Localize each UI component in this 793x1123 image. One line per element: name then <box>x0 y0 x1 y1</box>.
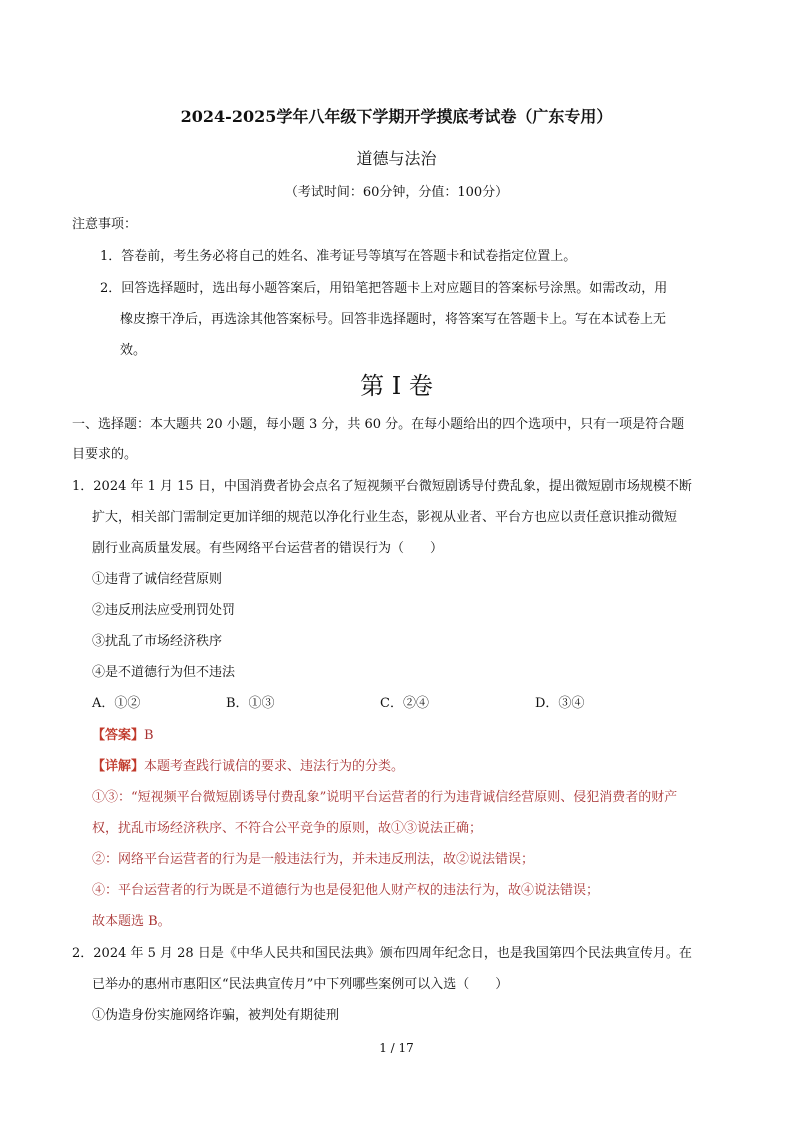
q1-conclusion: 故本题选 B。 <box>92 914 171 929</box>
q1-statement-2: ②违反刑法应受刑罚处罚 <box>92 603 236 618</box>
q1-explanation-1-line-2: 权，扰乱市场经济秩序、不符合公平竞争的原则，故①③说法正确； <box>92 821 483 836</box>
q1-option-b: B．①③ <box>226 696 275 711</box>
page-number: 1 / 17 <box>379 1041 414 1055</box>
q2-statement-1: ①伪造身份实施网络诈骗，被判处有期徒刑 <box>92 1008 340 1023</box>
detail-tag: 【详解】 <box>92 759 145 774</box>
answer-tag: 【答案】 <box>92 728 145 743</box>
note-item-1: 1．答卷前，考生务必将自己的姓名、准考证号等填写在答题卡和试卷指定位置上。 <box>100 249 577 264</box>
exam-info: （考试时间：60分钟，分值：100分） <box>284 185 509 200</box>
exam-title: 2024-2025学年八年级下学期开学摸底考试卷（广东专用） <box>180 107 613 126</box>
q2-stem-line-2: 已举办的惠州市惠阳区“民法典宣传月”中下列哪些案例可以入选（ ） <box>92 977 509 992</box>
q1-option-a: A．①② <box>92 696 141 711</box>
q1-explanation-3: ④：平台运营者的行为既是不道德行为也是侵犯他人财产权的违法行为，故④说法错误； <box>92 883 600 898</box>
q1-stem-line-1: 1．2024 年 1 月 15 日，中国消费者协会点名了短视频平台微短剧诱导付费乱象，提出微短剧市场规模不断 <box>72 479 692 494</box>
q1-statement-3: ③扰乱了市场经济秩序 <box>92 634 223 649</box>
q1-stem-line-2: 扩大，相关部门需制定更加详细的规范以净化行业生态，影视从业者、平台方也应以责任意识推动微短 <box>92 510 678 525</box>
q1-statement-1: ①违背了诚信经营原则 <box>92 572 223 587</box>
answer-value: B <box>144 728 154 743</box>
q1-stem-line-3: 剧行业高质量发展。有些网络平台运营者的错误行为（ ） <box>92 541 444 556</box>
note-item-2-line-2: 橡皮擦干净后，再选涂其他答案标号。回答非选择题时，将答案写在答题卡上。写在本试卷上无 <box>120 312 667 327</box>
q1-explanation-2: ②：网络平台运营者的行为是一般违法行为，并未违反刑法，故②说法错误； <box>92 852 535 867</box>
q1-option-d: D．③④ <box>535 696 585 711</box>
q1-statement-4: ④是不道德行为但不违法 <box>92 665 236 680</box>
notes-heading: 注意事项： <box>72 217 138 232</box>
note-item-2-line-3: 效。 <box>120 343 147 358</box>
section-instruction-line-1: 一、选择题：本大题共 20 小题，每小题 3 分，共 60 分。在每小题给出的四个选项中，只有一项是符合题 <box>72 417 685 432</box>
subject-title: 道德与法治 <box>356 149 437 168</box>
q1-option-c: C．②④ <box>380 696 429 711</box>
note-item-2-line-1: 2．回答选择题时，选出每小题答案后，用铅笔把答题卡上对应题目的答案标号涂黑。如需改动，用 <box>100 281 668 296</box>
q2-stem-line-1: 2．2024 年 5 月 28 日是《中华人民共和国民法典》颁布四周年纪念日，也是我国第四个民法典宣传月。在 <box>72 946 692 961</box>
q1-answer <box>92 727 154 745</box>
section-title: 第 I 卷 <box>360 372 433 400</box>
section-instruction-line-2: 目要求的。 <box>72 447 138 462</box>
detail-text: 本题考查践行诚信的要求、违法行为的分类。 <box>144 759 405 774</box>
q1-explanation-1-line-1: ①③：“短视频平台微短剧诱导付费乱象”说明平台运营者的行为违背诚信经营原则、侵犯消费者的财产 <box>92 790 678 805</box>
q1-detail <box>92 758 404 776</box>
